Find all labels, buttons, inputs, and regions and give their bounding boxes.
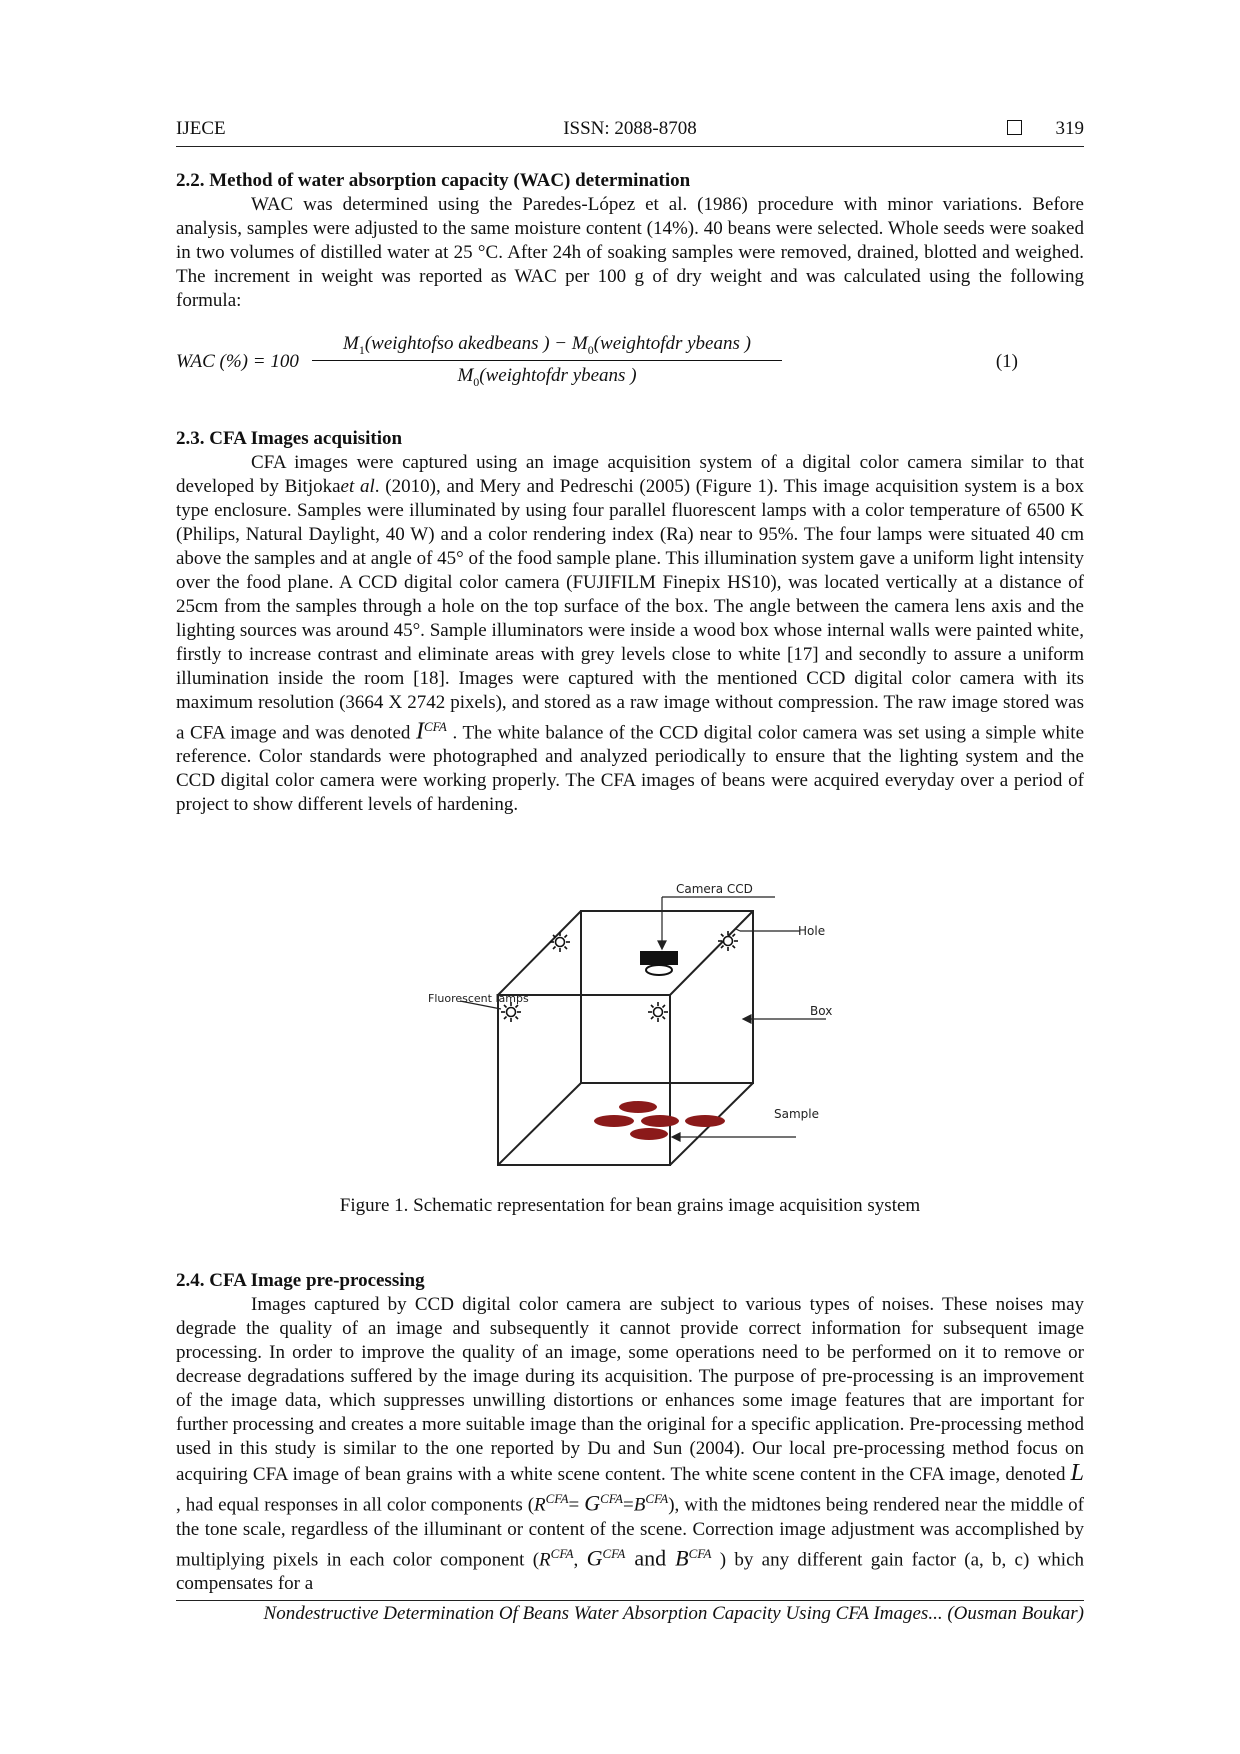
journal-name: IJECE [176,118,226,139]
section-preprocessing [176,1269,1084,1596]
figure-1 [176,831,1084,1191]
section-wac [176,169,1084,313]
lamp-icon [501,931,738,1022]
page-header [176,116,1084,147]
acquisition-system-diagram [176,831,1084,1191]
equation-denominator: $M_0(weightofdr$ ybeans ) [457,364,637,389]
paragraph-preprocessing: Images captured by CCD digital color camera are subject to various types of noises. These noises may degrade the quality of an image and subsequently it cannot provide correct information for subsequent image processing. In order to improve the quality of an image, some operations need to be performed on it to remove or decrease degradations suffered by the image during its acquisition. The purpose of pre-processing is an improvement of the image data, which suppresses unwilling distortions or enhances some image features that are important for further processing and creates a more suitable image than the original for a specific application. Pre-processing method used in this study is similar to the one reported by Du and Sun (2004). Our local pre-processing method focus on acquiring CFA image of bean grains with a white scene content. The white scene content in the CFA image, denoted L , had equal responses in all color components $(R^{CFA}= G^{CFA}=B^{CFA})$, with the midtones being rendered near the middle of the tone scale, regardless of the illuminant or content of the scene. Correction image adjustment was accomplished by multiplying pixels in each color component ($R^{CFA}$, $G^{CFA}$ and $B^{CFA}$ ) by any different gain factor (a, b, c) which compensates for a [176,1294,1085,1594]
equation-fraction [312,333,782,390]
footer-running-title: Nondestructive Determination Of Beans Water Absorption Capacity Using CFA Images... (Ousman Boukar) [263,1603,1084,1624]
section-acquisition [176,427,1084,817]
equation-number: (1) [995,351,1018,372]
paragraph-acquisition: CFA images were captured using an image acquisition system of a digital color camera similar to that developed by Bitjokaet al. (2010), and Mery and Pedreschi (2005) (Figure 1). This image acquisition system is a box type enclosure. Samples were illuminated by using four parallel fluorescent lamps with a color temperature of 6500 K (Philips, Natural Daylight, 40 W) and a color rendering index (Ra) near to 95%. The four lamps were situated 40 cm above the samples and at angle of 45° of the food sample plane. This illumination system gave a uniform light intensity over the food plane. A CCD digital color camera (FUJIFILM Finepix HS10), was located vertically at a distance of 25cm from the samples through a hole on the top surface of the box. The angle between the camera lens axis and the lighting sources was around 45°. Sample illuminators were inside a wood box whose internal walls were painted white, firstly to increase contrast and eliminate areas with grey levels close to white [17] and secondly to assure a uniform illumination inside the room [18]. Images were captured with the mentioned CCD digital color camera with its maximum resolution (3664 X 2742 pixels), and stored as a raw image without compression. The raw image stored was a CFA image and was denoted $I^{CFA}$ . The white balance of the CCD digital color camera was set using a simple white reference. Color standards were photographed and analyzed periodically to ensure that the lighting system and the CCD digital color camera were working properly. The CFA images of beans were acquired everyday over a period of project to show different levels of hardening. [176,452,1085,816]
square-bullet-icon [1007,120,1022,135]
bean-samples [594,1101,725,1140]
label-box: Box [810,1004,833,1019]
label-camera: Camera CCD [676,882,753,897]
label-lamps: Fluorescent lamps [428,992,529,1006]
label-hole: Hole [798,924,826,939]
label-sample: Sample [774,1107,819,1122]
section-title-wac: 2.2. Method of water absorption capacity (WAC) determination [176,170,691,191]
issn: ISSN: 2088-8708 [563,118,697,139]
section-title-acquisition: 2.3. CFA Images acquisition [176,428,403,449]
page-number: 319 [1055,118,1084,139]
equation-numerator: $M_1(weightofso$ akedbeans ) − $M_0(weightofdr$ ybeans ) [312,333,782,361]
equation-lhs: WAC (%) = 100 [176,351,299,372]
page-content [176,116,1084,1596]
figure-caption: Figure 1. Schematic representation for bean grains image acquisition system [339,1195,921,1217]
paragraph-wac: WAC was determined using the Paredes-López et al. (1986) procedure with minor variations. Before analysis, samples were adjusted to the same moisture content (14%). 40 beans were selected. Whole seeds were soaked in two volumes of distilled water at 25 °C. After 24h of soaking samples were removed, drained, blotted and weighed. The increment in weight was reported as WAC per 100 g of dry weight and was calculated using the following formula: [176,194,1084,311]
camera-icon [640,951,678,975]
page-footer [176,1600,1084,1625]
equation-1 [176,333,1084,401]
section-title-preprocessing: 2.4. CFA Image pre-processing [176,1270,425,1292]
